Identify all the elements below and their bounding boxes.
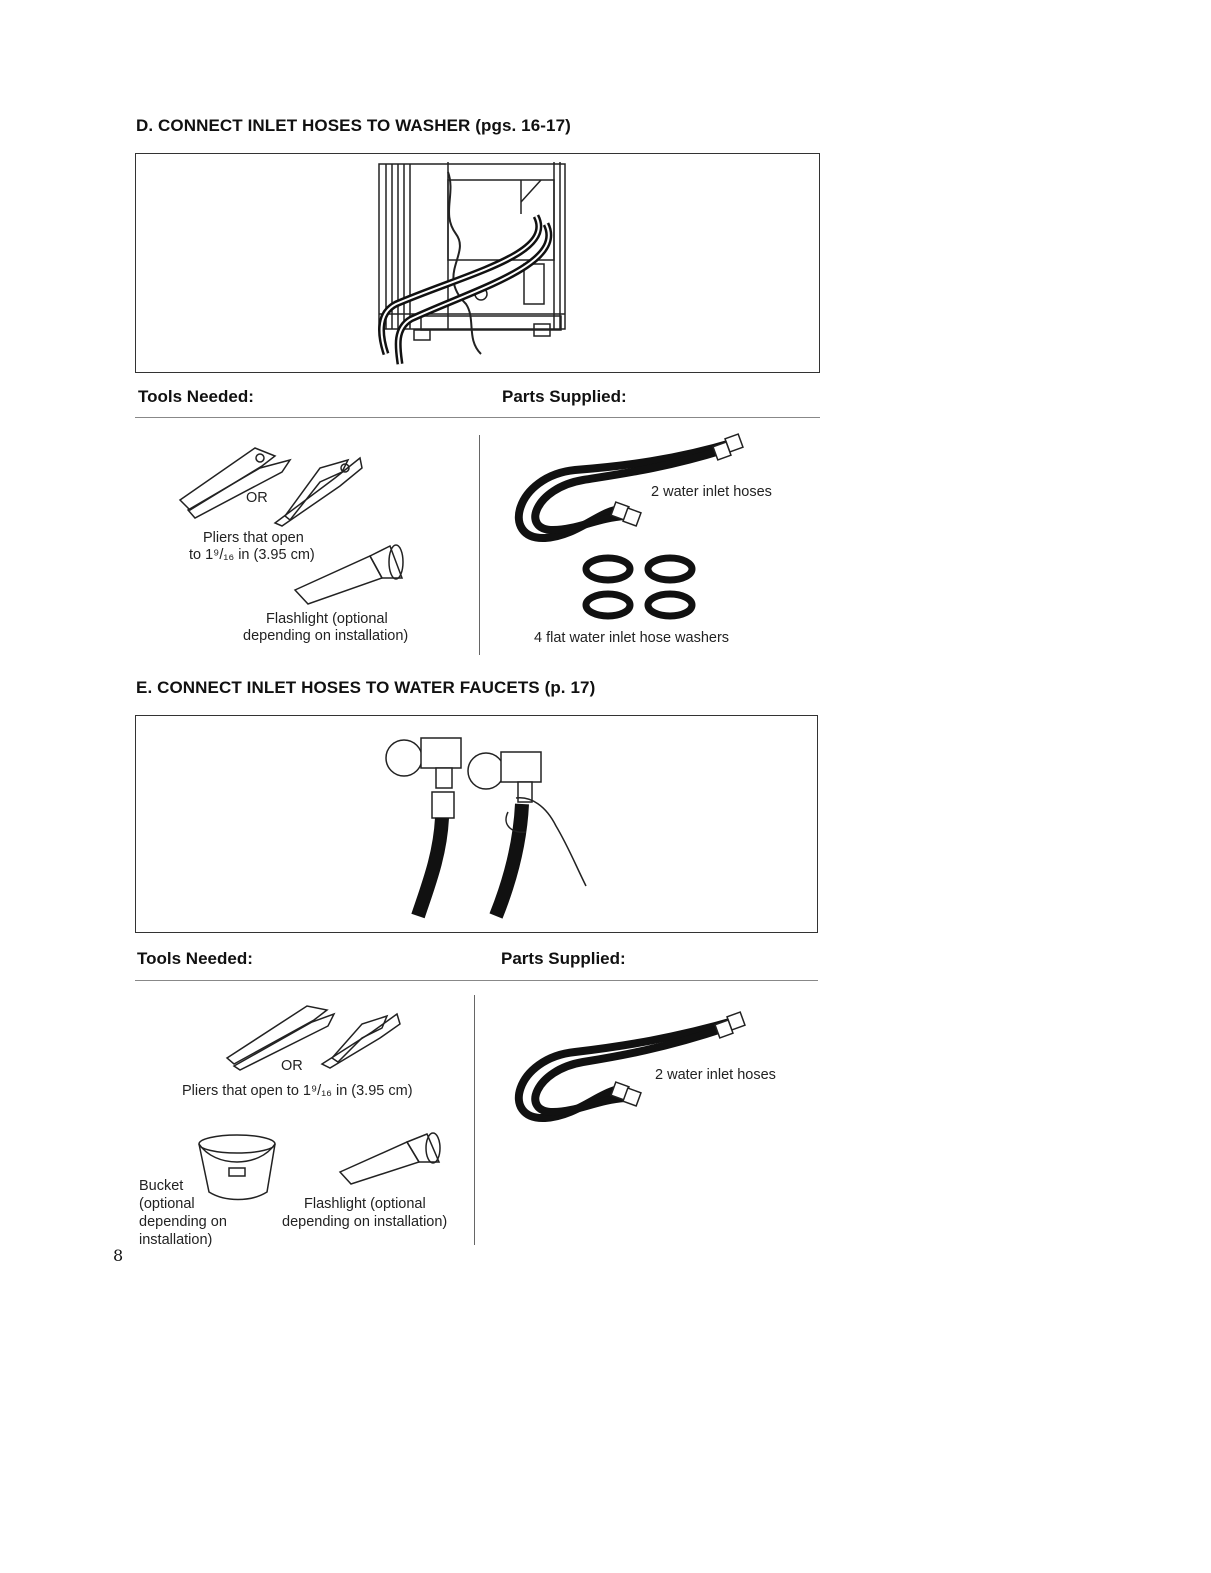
section-e-flashlight-line2: depending on installation) [282,1214,448,1230]
slip-joint-pliers-icon [170,438,380,528]
section-e-title: E. CONNECT INLET HOSES TO WATER FAUCETS (p. 17) [136,678,596,697]
slip-joint-pliers-icon [222,996,412,1071]
section-e-or-label: OR [281,1058,303,1074]
page-number: 8 [113,1246,124,1265]
section-e-divider [135,980,818,981]
flashlight-icon [290,538,410,608]
section-d-pliers-caption-line1: Pliers that open [203,530,304,546]
section-e-flashlight-line1: Flashlight (optional [304,1196,426,1212]
section-e-hoses-caption: 2 water inlet hoses [655,1067,776,1083]
section-e-column-divider [474,995,475,1245]
section-d-illustration-frame [135,153,820,373]
section-d-column-divider [479,435,480,655]
section-d-hoses-caption: 2 water inlet hoses [651,484,772,500]
bucket-icon [195,1128,285,1203]
hose-washers-icon [580,553,720,625]
faucet-connection-illustration [136,716,817,932]
section-e-bucket-line4: installation) [139,1232,213,1248]
section-d-washers-caption: 4 flat water inlet hose washers [534,630,730,646]
section-d-parts-label: Parts Supplied: [502,387,627,406]
section-d-flashlight-line2: depending on installation) [243,628,409,644]
flashlight-icon [335,1128,445,1190]
section-e-bucket-line2: (optional [139,1196,195,1212]
section-d-divider [135,417,820,418]
section-d-flashlight-line1: Flashlight (optional [266,611,388,627]
section-e-bucket-line1: Bucket [139,1178,184,1194]
washer-back-illustration [136,154,819,372]
section-d-or-label: OR [246,490,268,506]
section-e-parts-label: Parts Supplied: [501,949,626,968]
section-e-tools-label: Tools Needed: [137,949,253,968]
section-e-pliers-caption: Pliers that open to 1⁹/₁₆ in (3.95 cm) [182,1083,413,1099]
section-d-pliers-caption-line2: to 1⁹/₁₆ in (3.95 cm) [189,547,315,563]
section-e-illustration-frame [135,715,818,933]
section-d-title: D. CONNECT INLET HOSES TO WASHER (pgs. 16-17) [136,116,571,135]
section-e-bucket-line3: depending on [139,1214,227,1230]
section-d-tools-label: Tools Needed: [138,387,254,406]
